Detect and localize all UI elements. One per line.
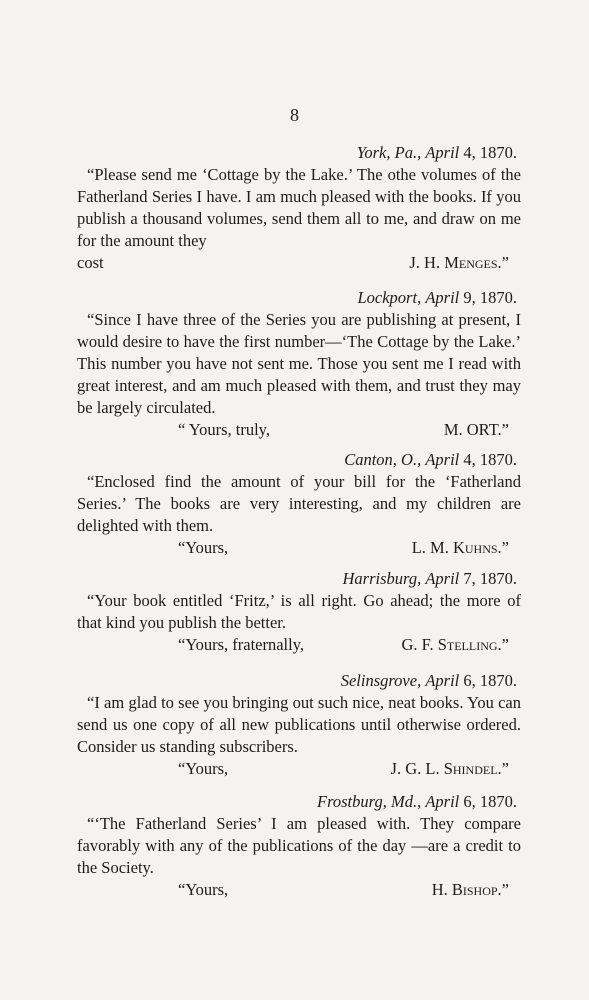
dateline-place: Canton, O., (344, 450, 422, 469)
dateline (77, 287, 521, 309)
signature (77, 419, 521, 441)
dateline-place: Harrisburg, (342, 569, 422, 588)
dateline-day-year: 4, 1870. (463, 143, 517, 162)
dateline-day-year: 4, 1870. (463, 450, 517, 469)
page-number: 8 (290, 105, 299, 125)
dateline (77, 568, 521, 590)
signature-name: M. ORT.” (443, 420, 509, 439)
closing-left: cost (77, 253, 104, 272)
dateline-day-year: 9, 1870. (463, 288, 517, 307)
dateline-month: April (425, 671, 460, 690)
signature (77, 879, 521, 901)
closing-left: “Yours, (178, 538, 229, 557)
dateline-place: Selinsgrove, (340, 671, 422, 690)
dateline-day-year: 6, 1870. (463, 792, 517, 811)
dateline-month: April (425, 450, 460, 469)
letter-selinsgrove (77, 670, 521, 780)
letter-body: “Enclosed find the amount of your bill for the ‘Fatherland Series.’ The books are very interesting, and my children are delighted with them. (77, 472, 521, 535)
dateline (77, 670, 521, 692)
letter-body: “I am glad to see you bringing out such nice, neat books. You can send us one copy of all new publications until otherwise ordered. Consider us standing subscribers. (77, 693, 521, 756)
signature (77, 252, 521, 274)
signature-name: J. G. L. Shindel.” (390, 759, 509, 778)
signature (77, 537, 521, 559)
dateline-day-year: 6, 1870. (463, 671, 517, 690)
dateline (77, 791, 521, 813)
dateline-place: Frostburg, Md., (317, 792, 422, 811)
letter-canton (77, 449, 521, 559)
dateline-day-year: 7, 1870. (463, 569, 517, 588)
closing-left: “Yours, fraternally, (178, 635, 305, 654)
closing-left: “ Yours, truly, (178, 420, 270, 439)
dateline-month: April (425, 143, 460, 162)
signature-name: G. F. Stelling.” (401, 635, 509, 654)
signature (77, 758, 521, 780)
signature-name: L. M. Kuhns.” (411, 538, 509, 557)
dateline-place: York, Pa., (356, 143, 422, 162)
dateline-month: April (425, 569, 460, 588)
signature-name: J. H. Menges.” (409, 253, 509, 272)
dateline-month: April (425, 288, 460, 307)
dateline-month: April (425, 792, 460, 811)
signature (77, 634, 521, 656)
letter-lockport (77, 287, 521, 441)
signature-name: H. Bishop.” (431, 880, 509, 899)
letter-body: “‘The Fatherland Series’ I am pleased with. They compare favorably with any of the publications of the day —are a credit to the Society. (77, 814, 521, 877)
dateline (77, 142, 521, 164)
dateline-place: Lockport, (357, 288, 422, 307)
dateline (77, 449, 521, 471)
letter-body: “Please send me ‘Cottage by the Lake.’ The othe volumes of the Fatherland Series I have. I am much pleased with the books. If you publish a thousand volumes, send them all to me, and draw on me for the amount they (77, 165, 521, 250)
closing-left: “Yours, (178, 759, 229, 778)
closing-left: “Yours, (178, 880, 229, 899)
letter-body: “Your book entitled ‘Fritz,’ is all right. Go ahead; the more of that kind you publish the better. (77, 591, 521, 632)
letter-body: “Since I have three of the Series you are publishing at present, I would desire to have the first number—‘The Cottage by the Lake.’ This number you have not sent me. Those you sent me I read with great interest, and am much pleased with them, and trust they may be largely circulated. (77, 310, 521, 417)
letter-frostburg (77, 791, 521, 901)
letter-harrisburg (77, 568, 521, 656)
letter-york (77, 142, 521, 274)
